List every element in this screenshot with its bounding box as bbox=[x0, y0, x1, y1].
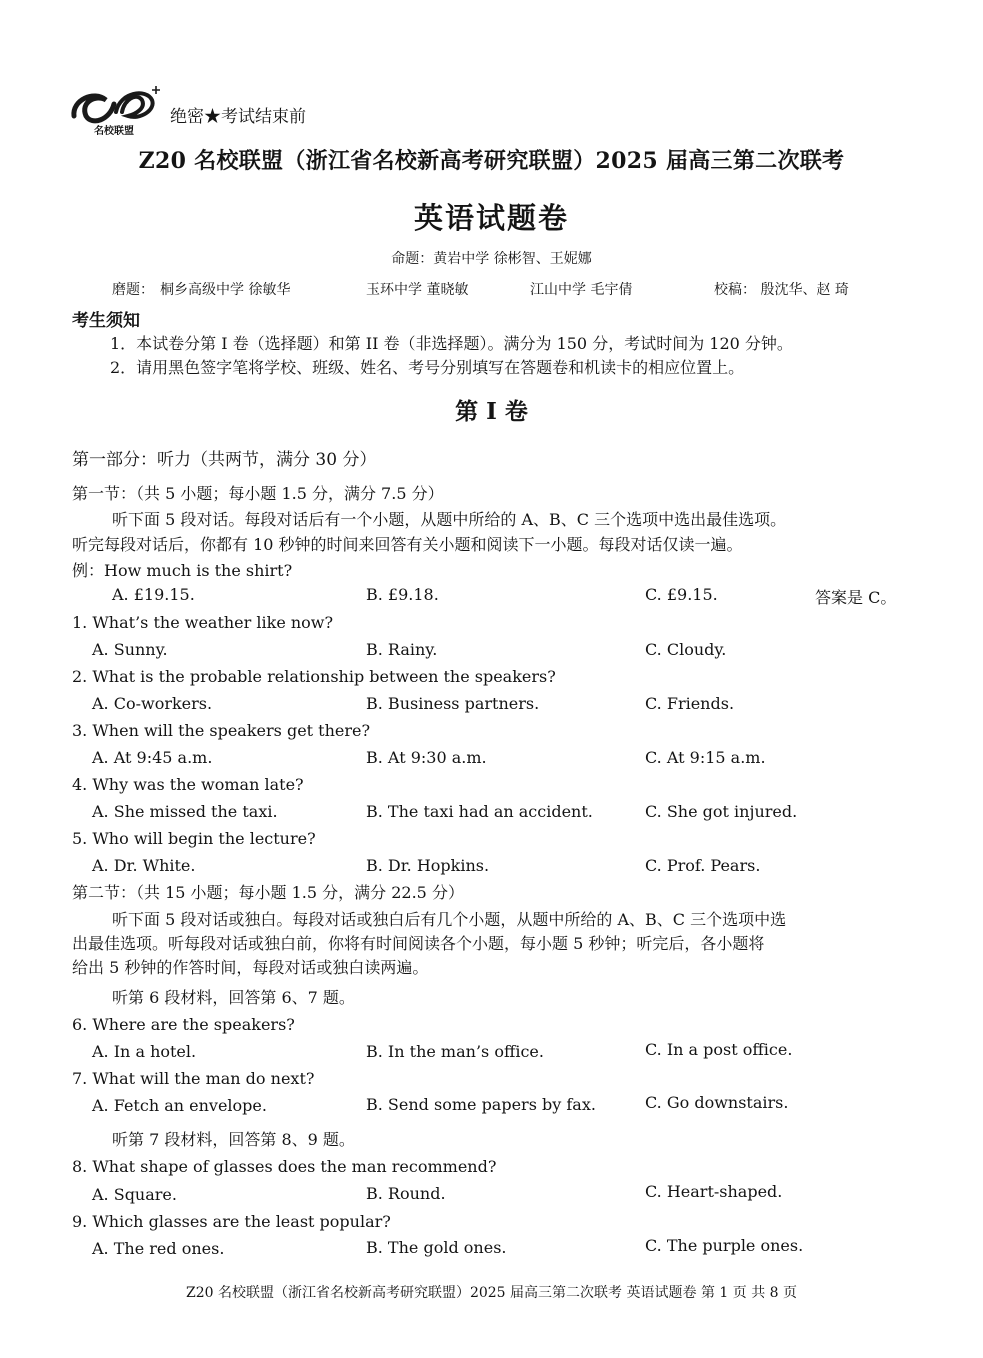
option-c: C. Friends. bbox=[645, 694, 735, 713]
proofreaders: 校稿： 殷沈华、赵 琦 bbox=[714, 282, 849, 298]
example-question: 例：How much is the shirt? bbox=[72, 561, 293, 580]
question: 2. What is the probable relationship between the speakers? bbox=[72, 667, 556, 686]
option-c: C. Heart-shaped. bbox=[645, 1182, 783, 1201]
option-c: C. The purple ones. bbox=[645, 1236, 804, 1255]
option-b: B. Business partners. bbox=[366, 694, 540, 713]
instruction-line: 出最佳选项。听每段对话或独白前，你将有时间阅读各个小题，每小题 5 秒钟；听完后，各小题将 bbox=[72, 934, 765, 953]
option-c: C. At 9:15 a.m. bbox=[645, 748, 766, 767]
option-a: A. She missed the taxi. bbox=[92, 802, 278, 821]
option-a: A. Co-workers. bbox=[92, 694, 213, 713]
volume-heading: 第 I 卷 bbox=[455, 398, 528, 425]
question: 8. What shape of glasses does the man recommend? bbox=[72, 1157, 497, 1176]
option-c: C. Prof. Pears. bbox=[645, 856, 761, 875]
option-a: A. Square. bbox=[92, 1185, 177, 1204]
question: 7. What will the man do next? bbox=[72, 1069, 315, 1088]
instruction-line: 听完每段对话后，你都有 10 秒钟的时间来回答有关小题和阅读下一小题。每段对话仅读一遍。 bbox=[72, 535, 743, 554]
option-c: C. She got injured. bbox=[645, 802, 798, 821]
polish-setter-1: 桐乡高级中学 徐敏华 bbox=[160, 282, 291, 298]
question: 5. Who will begin the lecture? bbox=[72, 829, 316, 848]
section-heading: 第二节：（共 15 小题；每小题 1.5 分，满分 22.5 分） bbox=[72, 883, 464, 902]
material-label: 听第 6 段材料，回答第 6、7 题。 bbox=[112, 988, 355, 1007]
question: 3. When will the speakers get there? bbox=[72, 721, 371, 740]
notice-item: 2．请用黑色签字笔将学校、班级、姓名、考号分别填写在答题卷和机读卡的相应位置上。 bbox=[110, 358, 745, 377]
instruction-line: 听下面 5 段对话。每段对话后有一个小题，从题中所给的 A、B、C 三个选项中选出最佳选项。 bbox=[112, 510, 787, 529]
exam-title: Z20 名校联盟（浙江省名校新高考研究联盟）2025 届高三第二次联考 bbox=[138, 148, 845, 174]
option-b: B. Round. bbox=[366, 1184, 446, 1203]
question: 9. Which glasses are the least popular? bbox=[72, 1212, 391, 1231]
part-heading: 第一部分：听力（共两节，满分 30 分） bbox=[72, 450, 377, 470]
polish-label: 磨题： bbox=[112, 282, 154, 298]
instruction-line: 给出 5 秒钟的作答时间，每段对话或独白读两遍。 bbox=[72, 958, 429, 977]
confidential-label: 绝密★考试结束前 bbox=[170, 107, 306, 127]
notice-heading: 考生须知 bbox=[72, 311, 140, 331]
section-heading: 第一节：（共 5 小题；每小题 1.5 分，满分 7.5 分） bbox=[72, 484, 444, 503]
question: 1. What’s the weather like now? bbox=[72, 613, 334, 632]
option-a: A. Fetch an envelope. bbox=[92, 1096, 267, 1115]
school-league-logo bbox=[66, 82, 166, 138]
option-c: C. In a post office. bbox=[645, 1040, 793, 1059]
logo-text: 名校联盟 bbox=[94, 126, 134, 137]
option-c: C. Go downstairs. bbox=[645, 1093, 789, 1112]
option-b: B. The gold ones. bbox=[366, 1238, 507, 1257]
example-answer: 答案是 C。 bbox=[815, 588, 897, 607]
option-b: B. At 9:30 a.m. bbox=[366, 748, 487, 767]
example-option-b: B. £9.18. bbox=[366, 585, 439, 604]
option-b: B. Dr. Hopkins. bbox=[366, 856, 490, 875]
example-option-c: C. £9.15. bbox=[645, 585, 718, 604]
option-a: A. In a hotel. bbox=[92, 1042, 197, 1061]
polish-setter-2: 玉环中学 董晓敏 bbox=[366, 282, 469, 298]
example-option-a: A. £19.15. bbox=[112, 585, 195, 604]
option-a: A. At 9:45 a.m. bbox=[92, 748, 213, 767]
polish-setter-3: 江山中学 毛宇倩 bbox=[530, 282, 633, 298]
option-c: C. Cloudy. bbox=[645, 640, 727, 659]
option-b: B. Rainy. bbox=[366, 640, 438, 659]
option-b: B. Send some papers by fax. bbox=[366, 1095, 596, 1114]
question: 6. Where are the speakers? bbox=[72, 1015, 295, 1034]
material-label: 听第 7 段材料，回答第 8、9 题。 bbox=[112, 1130, 355, 1149]
option-b: B. The taxi had an accident. bbox=[366, 802, 593, 821]
subject-title: 英语试题卷 bbox=[413, 201, 569, 235]
page-footer: Z20 名校联盟（浙江省名校新高考研究联盟）2025 届高三第二次联考 英语试题卷 第 1 页 共 8 页 bbox=[185, 1285, 798, 1301]
option-b: B. In the man’s office. bbox=[366, 1042, 544, 1061]
option-a: A. Sunny. bbox=[92, 640, 168, 659]
option-a: A. The red ones. bbox=[92, 1239, 225, 1258]
instruction-line: 听下面 5 段对话或独白。每段对话或独白后有几个小题，从题中所给的 A、B、C 三个选项中选 bbox=[112, 910, 787, 929]
option-a: A. Dr. White. bbox=[92, 856, 196, 875]
question: 4. Why was the woman late? bbox=[72, 775, 304, 794]
setters-line: 命题：黄岩中学 徐彬智、王妮娜 bbox=[391, 251, 592, 267]
notice-item: 1．本试卷分第 I 卷（选择题）和第 II 卷（非选择题）。满分为 150 分，考试时间为 120 分钟。 bbox=[110, 334, 793, 353]
